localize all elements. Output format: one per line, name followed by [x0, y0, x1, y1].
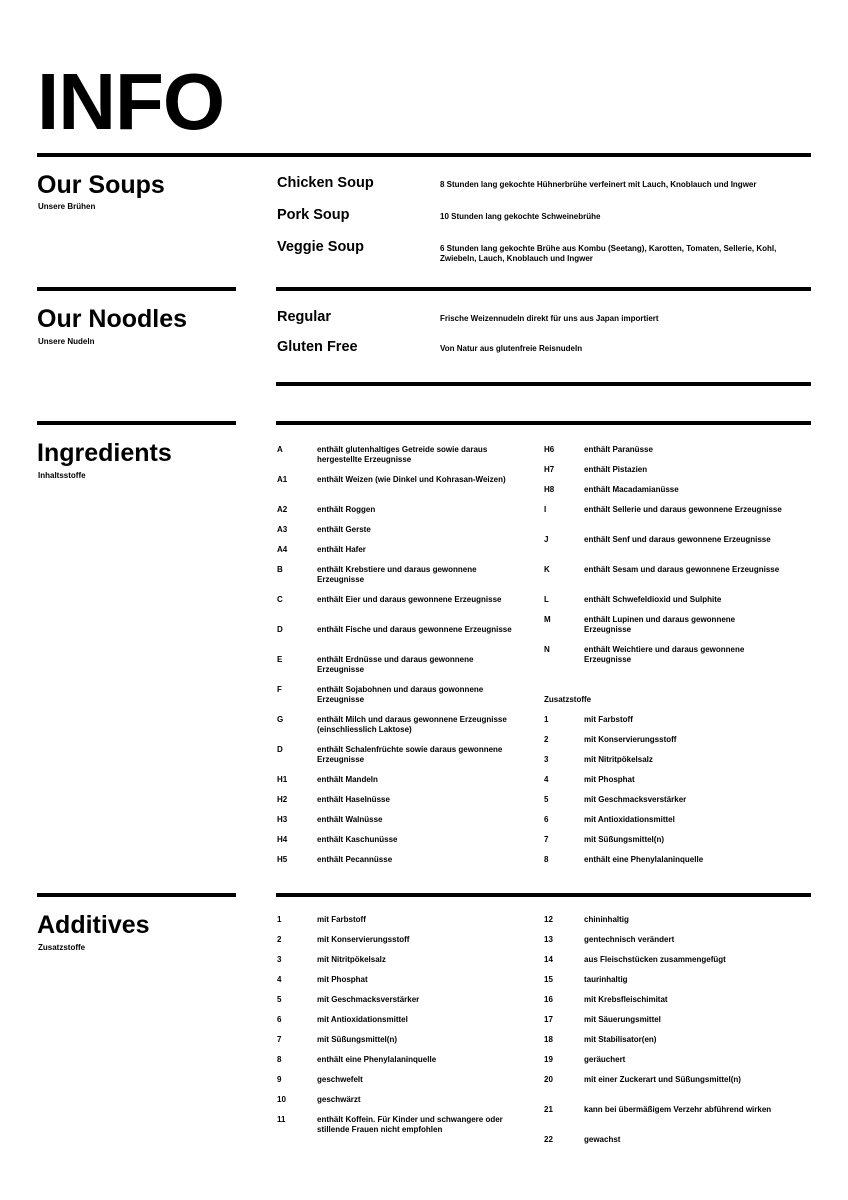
additives-title: Additives	[37, 911, 150, 939]
item-code: H3	[277, 815, 288, 824]
divider	[37, 153, 811, 157]
sub-heading: Zusatzstoffe	[544, 695, 592, 704]
item-code: E	[277, 655, 283, 664]
item-text: enthält glutenhaltiges Getreide sowie daraus hergestellte Erzeugnisse	[317, 445, 488, 464]
item-text: mit Farbstoff	[317, 915, 366, 924]
item-text: enthält Hafer	[317, 545, 366, 554]
noodle-desc: Von Natur aus glutenfreie Reisnudeln	[440, 344, 583, 353]
item-code: I	[544, 505, 547, 514]
page-title: INFO	[37, 57, 225, 146]
item-text: enthält Pistazien	[584, 465, 648, 474]
item-text: mit Süßungsmittel(n)	[317, 1035, 397, 1044]
item-code: 17	[544, 1015, 553, 1024]
item-text: geschwefelt	[317, 1075, 363, 1084]
item-text: enthält Schalenfrüchte sowie daraus gewonnene Erzeugnisse	[317, 745, 503, 764]
item-code: 1	[277, 915, 282, 924]
item-code: 22	[544, 1135, 553, 1144]
item-text: mit Stabilisator(en)	[584, 1035, 657, 1044]
divider	[276, 382, 811, 386]
item-code: 11	[277, 1115, 286, 1124]
soup-desc: 8 Stunden lang gekochte Hühnerbrühe verfeinert mit Lauch, Knoblauch und Ingwer	[440, 180, 757, 189]
item-code: 16	[544, 995, 553, 1004]
item-code: L	[544, 595, 549, 604]
divider	[37, 421, 236, 425]
item-text: enthält Lupinen und daraus gewonnene Erzeugnisse	[584, 615, 736, 634]
item-code: J	[544, 535, 549, 544]
noodle-name: Gluten Free	[277, 339, 358, 355]
item-text: enthält Krebstiere und daraus gewonnene Erzeugnisse	[317, 565, 477, 584]
soups-subtitle: Unsere Brühen	[38, 202, 96, 211]
item-text: mit einer Zuckerart und Süßungsmittel(n)	[584, 1075, 741, 1084]
item-code: 8	[544, 855, 549, 864]
item-code: D	[277, 745, 283, 754]
item-text: geräuchert	[584, 1055, 626, 1064]
additives-subtitle: Zusatzstoffe	[38, 943, 86, 952]
item-text: enthält Koffein. Für Kinder und schwangere oder stillende Frauen nicht empfohlen	[317, 1115, 503, 1134]
item-code: K	[544, 565, 550, 574]
item-code: H8	[544, 485, 555, 494]
item-code: H1	[277, 775, 288, 784]
item-code: 1	[544, 715, 549, 724]
item-text: kann bei übermäßigem Verzehr abführend wirken	[584, 1105, 772, 1114]
item-code: 3	[544, 755, 549, 764]
item-text: enthält Gerste	[317, 525, 371, 534]
item-code: 9	[277, 1075, 282, 1084]
item-code: 4	[544, 775, 549, 784]
item-code: 14	[544, 955, 553, 964]
item-text: mit Säuerungsmittel	[584, 1015, 661, 1024]
item-code: 15	[544, 975, 553, 984]
item-text: enthält Milch und daraus gewonnene Erzeugnisse (einschliesslich Laktose)	[317, 715, 507, 734]
item-text: mit Geschmacksverstärker	[584, 795, 687, 804]
item-code: C	[277, 595, 283, 604]
item-code: H5	[277, 855, 288, 864]
item-text: enthält Sojabohnen und daraus gowonnene Erzeugnisse	[317, 685, 484, 704]
item-text: enthält Eier und daraus gewonnene Erzeugnisse	[317, 595, 502, 604]
item-code: G	[277, 715, 284, 724]
item-code: 4	[277, 975, 282, 984]
item-text: enthält Walnüsse	[317, 815, 383, 824]
item-code: 2	[277, 935, 282, 944]
soup-name: Veggie Soup	[277, 239, 365, 255]
item-code: M	[544, 615, 551, 624]
soup-desc: 6 Stunden lang gekochte Brühe aus Kombu (Seetang), Karotten, Tomaten, Sellerie, Kohl, Zwiebeln, Lauch, Knoblauch und Ingwer	[440, 244, 777, 263]
item-text: enthält Paranüsse	[584, 445, 653, 454]
item-text: enthält Schwefeldioxid und Sulphite	[584, 595, 722, 604]
item-code: H6	[544, 445, 555, 454]
item-code: F	[277, 685, 282, 694]
item-text: mit Geschmacksverstärker	[317, 995, 420, 1004]
item-text: mit Phosphat	[584, 775, 635, 784]
item-text: enthält Pecannüsse	[317, 855, 393, 864]
item-text: enthält Weizen (wie Dinkel und Kohrasan-Weizen)	[317, 475, 506, 484]
item-code: H7	[544, 465, 555, 474]
item-code: 3	[277, 955, 282, 964]
noodle-desc: Frische Weizennudeln direkt für uns aus Japan importiert	[440, 314, 659, 323]
item-code: 12	[544, 915, 553, 924]
noodles-title: Our Noodles	[37, 305, 188, 333]
ingredients-title: Ingredients	[37, 439, 172, 467]
item-code: 6	[277, 1015, 282, 1024]
item-text: enthält Weichtiere und daraus gewonnene Erzeugnisse	[584, 645, 745, 664]
soup-name: Pork Soup	[277, 207, 350, 223]
item-text: chininhaltig	[584, 915, 629, 924]
item-code: N	[544, 645, 550, 654]
divider	[276, 893, 811, 897]
item-code: A2	[277, 505, 288, 514]
item-code: 8	[277, 1055, 282, 1064]
noodles-subtitle: Unsere Nudeln	[38, 337, 95, 346]
item-text: enthält Fische und daraus gewonnene Erzeugnisse	[317, 625, 512, 634]
item-text: mit Antioxidationsmittel	[584, 815, 675, 824]
item-code: 13	[544, 935, 553, 944]
item-text: mit Farbstoff	[584, 715, 633, 724]
item-code: D	[277, 625, 283, 634]
item-text: aus Fleischstücken zusammengefügt	[584, 955, 726, 964]
item-code: 2	[544, 735, 549, 744]
item-code: 18	[544, 1035, 553, 1044]
item-code: B	[277, 565, 283, 574]
item-code: 21	[544, 1105, 553, 1114]
item-text: geschwärzt	[317, 1095, 361, 1104]
item-text: enthält eine Phenylalaninquelle	[584, 855, 704, 864]
item-code: 7	[277, 1035, 282, 1044]
item-code: H2	[277, 795, 288, 804]
item-text: mit Antioxidationsmittel	[317, 1015, 408, 1024]
soup-desc: 10 Stunden lang gekochte Schweinebrühe	[440, 212, 601, 221]
item-text: enthält Kaschunüsse	[317, 835, 398, 844]
item-code: 7	[544, 835, 549, 844]
item-text: enthält Erdnüsse und daraus gewonnene Erzeugnisse	[317, 655, 474, 674]
item-text: mit Nitritpökelsalz	[584, 755, 653, 764]
soups-title: Our Soups	[37, 171, 165, 199]
item-text: taurinhaltig	[584, 975, 628, 984]
item-text: mit Konservierungsstoff	[584, 735, 677, 744]
item-code: 10	[277, 1095, 286, 1104]
item-code: 5	[544, 795, 549, 804]
item-text: mit Konservierungsstoff	[317, 935, 410, 944]
item-text: mit Phosphat	[317, 975, 368, 984]
item-code: A4	[277, 545, 288, 554]
item-text: gewachst	[584, 1135, 621, 1144]
item-code: H4	[277, 835, 288, 844]
item-text: enthält eine Phenylalaninquelle	[317, 1055, 437, 1064]
divider	[276, 421, 811, 425]
item-code: A3	[277, 525, 288, 534]
item-text: mit Krebsfleischimitat	[584, 995, 668, 1004]
item-text: enthält Sellerie und daraus gewonnene Erzeugnisse	[584, 505, 782, 514]
item-text: mit Süßungsmittel(n)	[584, 835, 664, 844]
item-text: gentechnisch verändert	[584, 935, 675, 944]
item-text: mit Nitritpökelsalz	[317, 955, 386, 964]
item-text: enthält Roggen	[317, 505, 376, 514]
item-text: enthält Sesam und daraus gewonnene Erzeugnisse	[584, 565, 780, 574]
item-code: 19	[544, 1055, 553, 1064]
item-code: A1	[277, 475, 288, 484]
noodle-name: Regular	[277, 309, 331, 325]
item-text: enthält Senf und daraus gewonnene Erzeugnisse	[584, 535, 771, 544]
item-code: 20	[544, 1075, 553, 1084]
ingredients-subtitle: Inhaltsstoffe	[38, 471, 86, 480]
divider	[37, 893, 236, 897]
divider	[276, 287, 811, 291]
item-text: enthält Macadamianüsse	[584, 485, 679, 494]
item-code: 5	[277, 995, 282, 1004]
item-code: A	[277, 445, 283, 454]
soup-name: Chicken Soup	[277, 175, 374, 191]
item-code: 6	[544, 815, 549, 824]
item-text: enthält Haselnüsse	[317, 795, 390, 804]
item-text: enthält Mandeln	[317, 775, 378, 784]
divider	[37, 287, 236, 291]
